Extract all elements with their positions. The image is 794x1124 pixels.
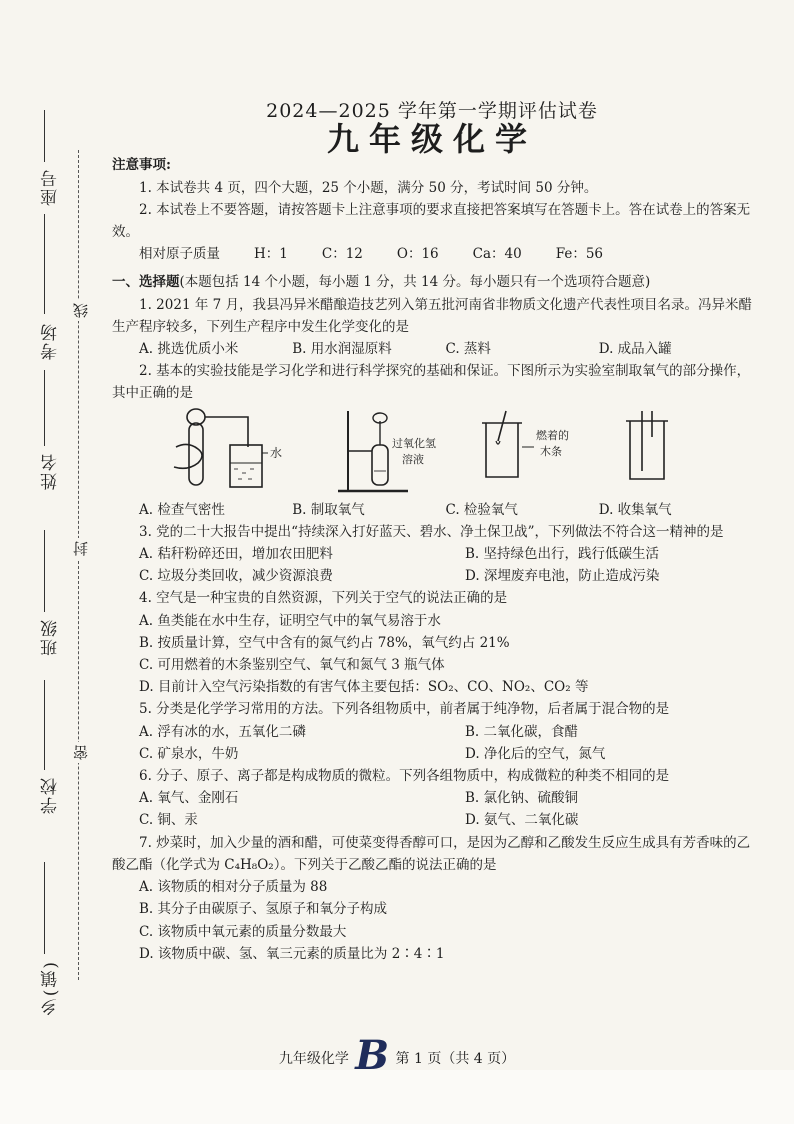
- question-5-options-row2: [112, 743, 752, 765]
- q2-option-d: D. 收集氧气: [598, 501, 672, 518]
- school-label: 学校: [41, 776, 61, 814]
- seat-field: [44, 110, 45, 162]
- binding-dashed-line: [78, 150, 79, 980]
- mass-h: H：1: [254, 246, 288, 263]
- q3-option-c: C. 垃圾分类回收，减少资源浪费: [139, 568, 333, 585]
- school-field: [44, 680, 45, 770]
- q5-option-d: D. 净化后的空气，氮气: [465, 745, 606, 762]
- question-2-options: [112, 499, 752, 521]
- exam-content: [112, 100, 752, 965]
- question-5-stem: 5. 分类是化学学习常用的方法。下列各组物质中，前者属于纯净物，后者属于混合物的是: [139, 701, 670, 718]
- question-5-options-row1: [112, 721, 752, 743]
- exam-room-label: 考场: [41, 322, 61, 360]
- note-2: 2. 本试卷上不要答题，请按答题卡上注意事项的要求直接把答案填写在答题卡上。答在试卷上的答案无效。: [112, 201, 751, 241]
- atomic-mass-line: [112, 243, 752, 265]
- question-3-options-row1: [112, 543, 752, 565]
- cut-mark-secret: 密: [70, 742, 91, 763]
- note-1: 1. 本试卷共 4 页，四个大题，25 个小题，满分 50 分，考试时间 50 分钟。: [139, 179, 598, 196]
- exam-room-field: [44, 214, 45, 314]
- question-2-figures: [112, 407, 752, 499]
- q5-option-a: A. 浮有冰的水，五氧化二磷: [139, 723, 306, 740]
- q6-option-a: A. 氧气、金刚石: [139, 790, 239, 807]
- figure-c-stick-label-1: 燃着的: [536, 428, 569, 442]
- figure-c-test-oxygen: [476, 407, 606, 497]
- name-label: 姓名: [41, 452, 61, 490]
- q1-option-b: B. 用水润湿原料: [292, 341, 392, 358]
- question-4-stem: 4. 空气是一种宝贵的自然资源，下列关于空气的说法正确的是: [139, 590, 508, 607]
- question-6-options-row1: [112, 787, 752, 809]
- q7-option-a: A. 该物质的相对分子质量为 88: [139, 879, 328, 896]
- q7-option-c: C. 该物质中氧元素的质量分数最大: [139, 923, 347, 940]
- atomic-mass-label: 相对原子质量: [139, 246, 220, 263]
- question-3-options-row2: [112, 565, 752, 587]
- question-6-options-row2: [112, 809, 752, 831]
- q1-option-c: C. 蒸料: [445, 341, 491, 358]
- figure-b-h2o2-label-1: 过氧化氢: [392, 436, 436, 450]
- name-field: [44, 370, 45, 446]
- exam-title: 2024—2025 学年第一学期评估试卷: [266, 100, 598, 122]
- class-label: 班级: [41, 618, 61, 656]
- q3-option-b: B. 坚持绿色出行，践行低碳生活: [465, 546, 660, 563]
- footer-page-number: 第 1 页（共 4 页）: [395, 1051, 516, 1067]
- q4-option-b: B. 按质量计算，空气中含有的氮气约占 78%，氧气约占 21%: [139, 634, 510, 651]
- binding-margin: [0, 0, 100, 1070]
- q6-option-c: C. 铜、汞: [139, 812, 198, 829]
- question-3-stem: 3. 党的二十大报告中提出“持续深入打好蓝天、碧水、净土保卫战”，下列做法不符合这一精神的是: [139, 523, 724, 540]
- section-heading: [112, 271, 752, 293]
- town-field: [44, 862, 45, 954]
- q2-option-b: B. 制取氧气: [292, 501, 365, 518]
- mass-ca: Ca：40: [472, 246, 522, 263]
- town-label: 乡(镇): [41, 960, 61, 1016]
- q7-option-d: D. 该物质中碳、氢、氧三元素的质量比为 2∶4∶1: [139, 945, 445, 962]
- cut-mark-line: 线: [70, 300, 91, 321]
- figure-a-water-label: 水: [270, 445, 283, 460]
- q2-option-c: C. 检验氧气: [445, 501, 518, 518]
- question-7-stem: 7. 炒菜时，加入少量的酒和醋，可使菜变得香醇可口，是因为乙醇和乙酸发生反应生成具有芳香味的乙酸乙酯（化学式为 C₄H₈O₂）。下列关于乙酸乙酯的说法正确的是: [112, 834, 751, 873]
- q6-option-d: D. 氨气、二氧化碳: [465, 812, 579, 829]
- mass-c: C：12: [321, 246, 363, 263]
- q4-option-d: D. 目前计入空气污染指数的有害气体主要包括：SO₂、CO、NO₂、CO₂ 等: [139, 679, 589, 696]
- figure-b-produce-oxygen: [328, 407, 478, 497]
- q4-option-c: C. 可用燃着的木条鉴别空气、氧气和氮气 3 瓶气体: [139, 657, 445, 674]
- cut-mark-seal: 封: [70, 538, 91, 559]
- figure-a-airtightness: [168, 407, 298, 497]
- section-title: 一、选择题: [112, 274, 180, 291]
- figure-c-stick-label-2: 木条: [540, 444, 562, 458]
- q5-option-b: B. 二氧化碳，食醋: [465, 723, 579, 740]
- q6-option-b: B. 氯化钠、硫酸铜: [465, 790, 579, 807]
- q1-option-a: A. 挑选优质小米: [139, 341, 239, 358]
- q2-option-a: A. 检查气密性: [139, 501, 225, 518]
- class-field: [44, 530, 45, 612]
- mass-fe: Fe：56: [555, 246, 603, 263]
- q4-option-a: A. 鱼类能在水中生存，证明空气中的氧气易溶于水: [139, 612, 441, 629]
- paper-version-mark: B: [355, 1032, 390, 1079]
- footer-subject: 九年级化学: [278, 1051, 349, 1067]
- page-footer: [0, 1032, 794, 1079]
- figure-b-h2o2-label-2: 溶液: [402, 452, 424, 466]
- question-1-options: [112, 338, 752, 360]
- q3-option-a: A. 秸秆粉碎还田，增加农田肥料: [139, 546, 333, 563]
- section-desc: (本题包括 14 个小题，每小题 1 分，共 14 分。每小题只有一个选项符合题意): [179, 274, 651, 291]
- question-1-stem: 1. 2021 年 7 月，我县冯异米醋酿造技艺列入第五批河南省非物质文化遗产代表性项目名录。冯异米醋生产程序较多，下列生产程序中发生化学变化的是: [112, 296, 752, 335]
- subject-title: 九年级化学: [326, 120, 537, 159]
- question-2-stem: 2. 基本的实验技能是学习化学和进行科学探究的基础和保证。下图所示为实验室制取氧气的部分操作，其中正确的是: [112, 363, 751, 402]
- q3-option-d: D. 深埋废弃电池，防止造成污染: [465, 568, 660, 585]
- notes-heading: 注意事项:: [112, 157, 171, 174]
- seat-label: 座号: [41, 168, 61, 206]
- mass-o: O：16: [396, 246, 439, 263]
- q7-option-b: B. 其分子由碳原子、氢原子和氧分子构成: [139, 901, 388, 918]
- question-6-stem: 6. 分子、原子、离子都是构成物质的微粒。下列各组物质中，构成微粒的种类不相同的是: [139, 768, 670, 785]
- q5-option-c: C. 矿泉水，牛奶: [139, 745, 239, 762]
- figure-d-collect-oxygen: [612, 407, 692, 497]
- q1-option-d: D. 成品入罐: [598, 341, 672, 358]
